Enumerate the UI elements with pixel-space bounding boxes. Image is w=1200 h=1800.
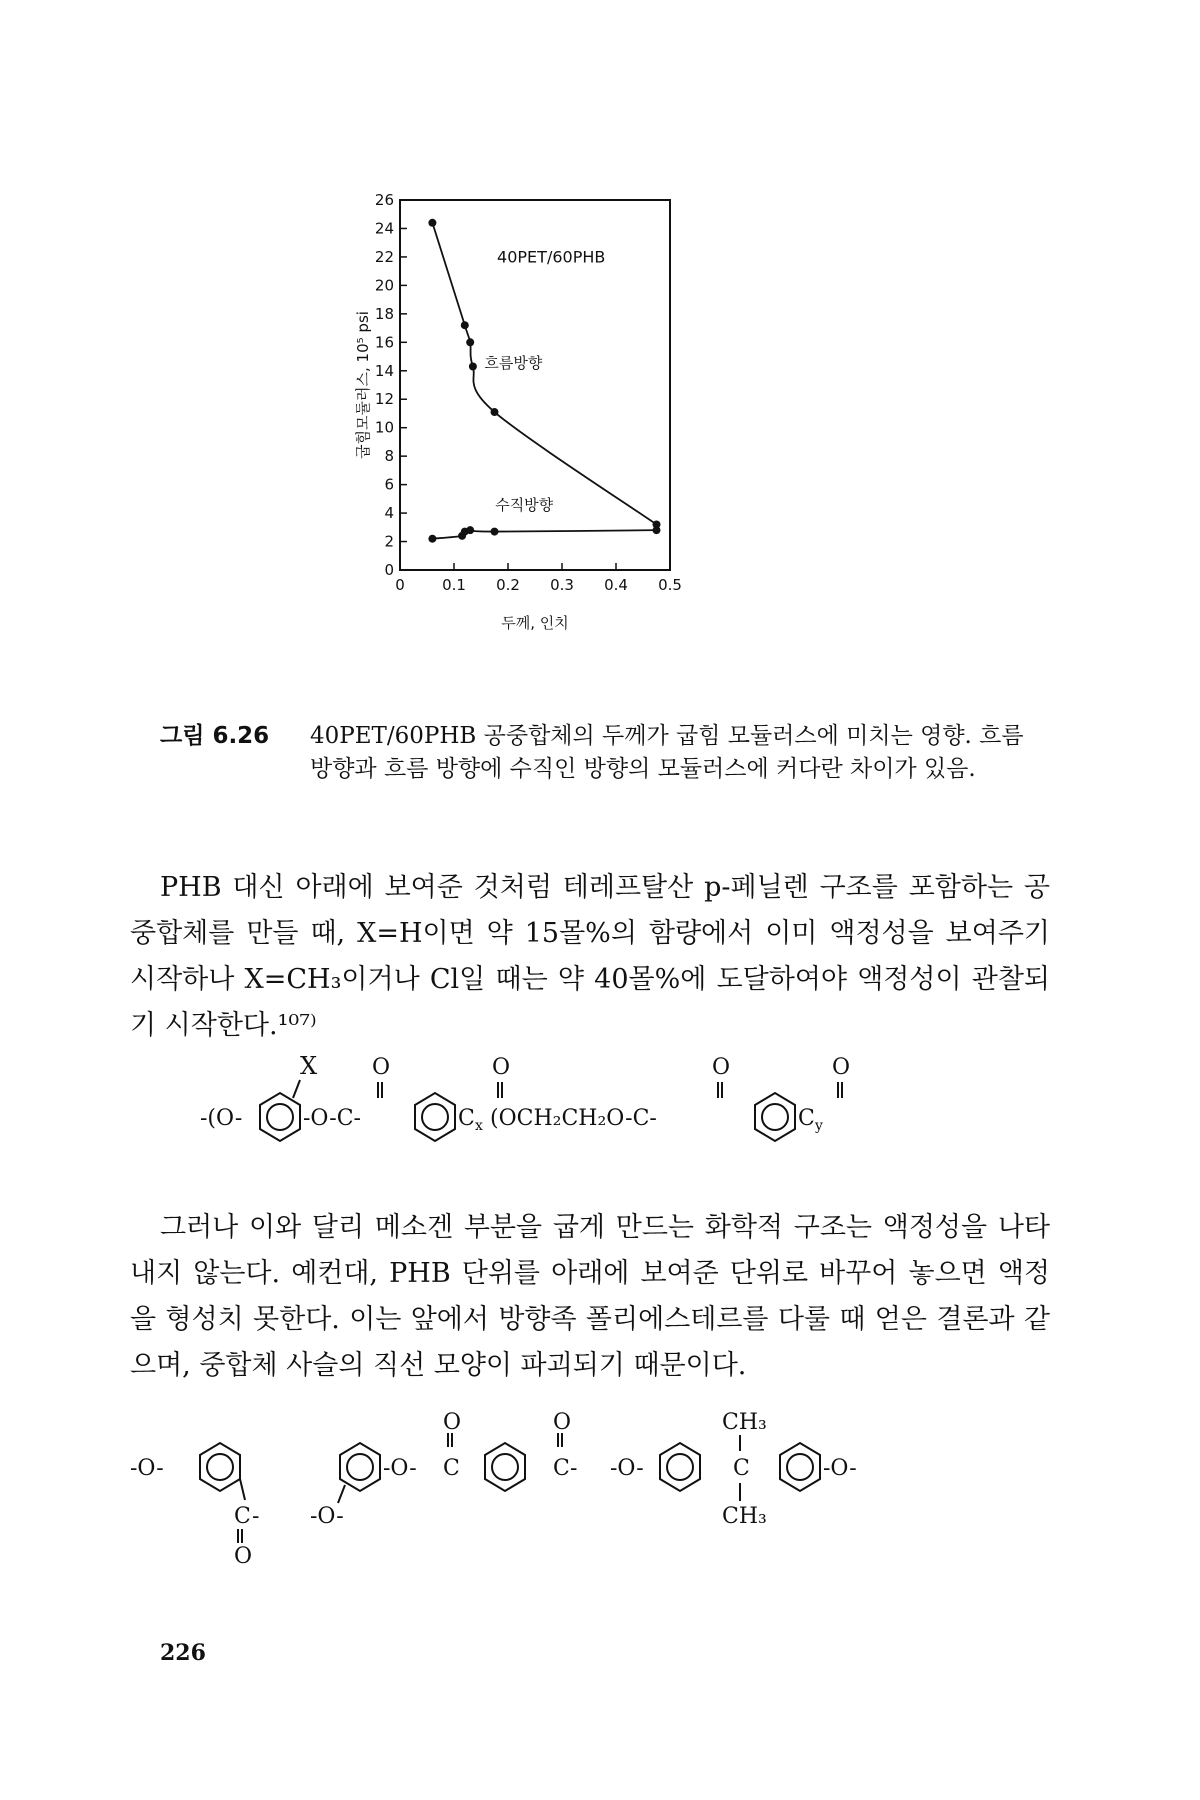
carbonyl-o-4: O bbox=[832, 1055, 851, 1080]
y-tick-label: 12 bbox=[374, 390, 394, 409]
struct-c-o-right: -O- bbox=[823, 1456, 857, 1481]
struct-c-quaternary-c: C bbox=[733, 1456, 750, 1481]
carbonyl-o-3: O bbox=[712, 1055, 731, 1080]
struct-b-o1: O bbox=[443, 1410, 462, 1435]
body-paragraph-1: PHB 대신 아래에 보여준 것처럼 테레프탈산 p-페닐렌 구조를 포함하는 공중합체를 만들 때, X=H이면 약 15몰%의 함량에서 이미 액정성을 보여주기 시작하나 X=CH₃이거나 Cl일 때는 약 40몰%에 도달하여야 액정성이 관찰되기 시작한다.¹⁰⁷⁾ bbox=[130, 872, 1050, 1041]
data-point bbox=[466, 526, 474, 534]
y-tick-label: 4 bbox=[384, 504, 394, 523]
data-point bbox=[428, 535, 436, 543]
figure-caption-text: 40PET/60PHB 공중합체의 두께가 굽힘 모듈러스에 미치는 영향. 흐름 방향과 흐름 방향에 수직인 방향의 모듈러스에 커다란 차이가 있음. bbox=[310, 723, 1024, 782]
struct-b-o2: O bbox=[553, 1410, 572, 1435]
struct-b-dash: - bbox=[570, 1456, 578, 1481]
y-tick-label: 0 bbox=[384, 561, 394, 579]
y-tick-label: 2 bbox=[384, 532, 394, 551]
data-point bbox=[466, 338, 474, 346]
substituent-x-label: X bbox=[300, 1052, 318, 1080]
body-paragraph-2: 그러나 이와 달리 메소겐 부분을 굽게 만드는 화학적 구조는 액정성을 나타내지 않는다. 예컨대, PHB 단위를 아래에 보여준 단위로 바꾸어 놓으면 액정을 형성치 못한다. 이는 앞에서 방향족 폴리에스테르를 다룰 때 얻은 결론과 같으며, 중합체 사슬의 직선 모양이 파괴되기 때문이다. bbox=[130, 1212, 1050, 1381]
chain-start: -(O- bbox=[200, 1106, 243, 1131]
struct-a-dash: - bbox=[252, 1504, 260, 1529]
subscript-x: x bbox=[475, 1118, 483, 1134]
ethylene-glycol-unit: (OCH₂CH₂O-C- bbox=[490, 1106, 657, 1131]
x-tick-label: 0.5 bbox=[658, 576, 682, 594]
series-label-2: 수직방향 bbox=[495, 496, 554, 515]
struct-a-c: C bbox=[234, 1504, 251, 1529]
y-tick-label: 16 bbox=[374, 333, 394, 352]
x-tick-label: 0.1 bbox=[442, 576, 466, 594]
struct-c-ch3-top: CH₃ bbox=[722, 1410, 767, 1435]
y-tick-label: 8 bbox=[384, 447, 394, 466]
ester-link-1: -O-C- bbox=[303, 1106, 361, 1131]
y-tick-label: 10 bbox=[374, 418, 394, 437]
bent-unit-structures bbox=[130, 1405, 1030, 1569]
y-tick-label: 22 bbox=[374, 247, 394, 266]
modulus-chart bbox=[354, 190, 800, 690]
data-point bbox=[653, 526, 661, 534]
series-label-1: 흐름방향 bbox=[484, 353, 543, 372]
data-point bbox=[469, 363, 477, 371]
figure-caption bbox=[160, 720, 1050, 786]
chart-annotation: 40PET/60PHB bbox=[497, 247, 606, 267]
struct-b-ester-o: -O- bbox=[383, 1456, 417, 1481]
data-point bbox=[491, 408, 499, 416]
chart-plot-area bbox=[354, 191, 682, 632]
y-tick-label: 14 bbox=[374, 361, 394, 380]
y-tick-label: 26 bbox=[374, 191, 394, 209]
carbonyl-c-2: C bbox=[458, 1106, 475, 1131]
carbonyl-o-2: O bbox=[492, 1055, 511, 1080]
data-point bbox=[428, 219, 436, 227]
x-tick-label: 0.3 bbox=[550, 576, 574, 594]
carbonyl-o-1: O bbox=[372, 1055, 391, 1080]
x-axis-label: 두께, 인치 bbox=[501, 614, 569, 632]
subscript-y: y bbox=[815, 1118, 823, 1134]
y-tick-label: 20 bbox=[374, 276, 394, 295]
y-tick-label: 6 bbox=[384, 475, 394, 494]
figure-number: 그림 6.26 bbox=[160, 723, 270, 749]
copolymer-structure bbox=[200, 1050, 920, 1170]
x-tick-label: 0.4 bbox=[604, 576, 628, 594]
struct-c-ch3-bottom: CH₃ bbox=[722, 1504, 767, 1529]
x-tick-label: 0.2 bbox=[496, 576, 520, 594]
struct-a-o: -O- bbox=[130, 1456, 164, 1481]
struct-a-carbonyl-o: O bbox=[234, 1544, 253, 1569]
y-tick-label: 18 bbox=[374, 304, 394, 323]
y-axis-label: 굽힘모듈러스, 10⁵ psi bbox=[354, 311, 372, 459]
struct-b-o-term: -O- bbox=[310, 1504, 344, 1529]
series-curve-1 bbox=[432, 223, 656, 525]
page-number: 226 bbox=[160, 1640, 206, 1666]
x-tick-label: 0 bbox=[395, 576, 405, 594]
struct-c-o-left: -O- bbox=[610, 1456, 644, 1481]
struct-b-c2: C bbox=[553, 1456, 570, 1481]
y-tick-label: 24 bbox=[374, 219, 394, 238]
data-point bbox=[461, 321, 469, 329]
carbonyl-c-4: C bbox=[798, 1106, 815, 1131]
data-point bbox=[491, 528, 499, 536]
struct-b-c1: C bbox=[443, 1456, 460, 1481]
